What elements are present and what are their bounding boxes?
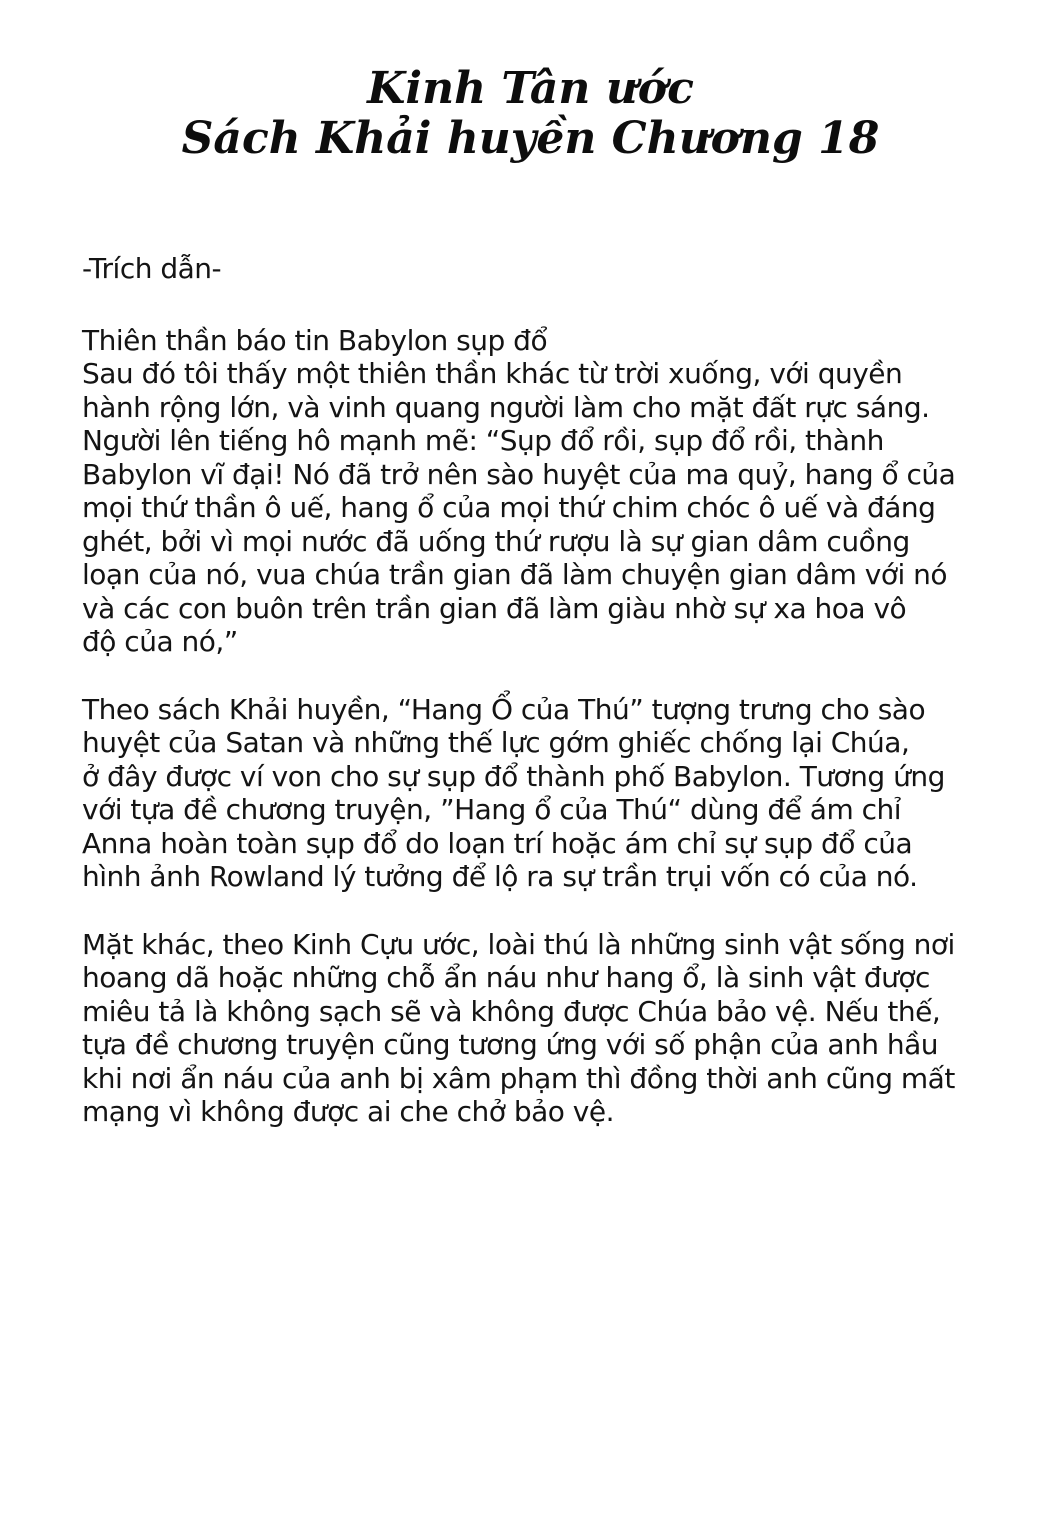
paragraph-commentary-2 <box>82 928 1002 1129</box>
title-line-1: Kinh Tân ước <box>367 63 694 114</box>
text-line: Sau đó tôi thấy một thiên thần khác từ trời xuống, với quyền <box>82 357 903 390</box>
text-line: loạn của nó, vua chúa trần gian đã làm chuyện gian dâm với nó <box>82 558 948 591</box>
page-title <box>0 64 1061 164</box>
quote-label: -Trích dẫn- <box>82 252 222 285</box>
text-line: Mặt khác, theo Kinh Cựu ước, loài thú là những sinh vật sống nơi <box>82 927 955 961</box>
text-line: ghét, bởi vì mọi nước đã uống thứ rượu là sự gian dâm cuồng <box>82 524 910 558</box>
text-line: khi nơi ẩn náu của anh bị xâm phạm thì đồng thời anh cũng mất <box>82 1061 955 1095</box>
text-line: Anna hoàn toàn sụp đổ do loạn trí hoặc ám chỉ sự sụp đổ của <box>82 826 913 860</box>
text-line: độ của nó,” <box>82 625 238 658</box>
text-line: miêu tả là không sạch sẽ và không được Chúa bảo vệ. Nếu thế, <box>82 994 941 1028</box>
text-line: Thiên thần báo tin Babylon sụp đổ <box>82 323 548 357</box>
text-line: Người lên tiếng hô mạnh mẽ: “Sụp đổ rồi, sụp đổ rồi, thành <box>82 424 884 457</box>
text-line: mọi thứ thần ô uế, hang ổ của mọi thứ chim chóc ô uế và đáng <box>82 491 936 524</box>
text-line: mạng vì không được ai che chở bảo vệ. <box>82 1095 614 1128</box>
paragraph-commentary-1 <box>82 693 1002 894</box>
text-line: với tựa đề chương truyện, ”Hang ổ của Thú“ dùng để ám chỉ <box>82 793 902 826</box>
text-line: tựa đề chương truyện cũng tương ứng với số phận của anh hầu <box>82 1028 939 1061</box>
paragraph-quote <box>82 324 1002 659</box>
text-line: Theo sách Khải huyền, “Hang Ổ của Thú” tượng trưng cho sào <box>82 692 926 726</box>
text-line: hình ảnh Rowland lý tưởng để lộ ra sự trần trụi vốn có của nó. <box>82 860 918 893</box>
text-line: huyệt của Satan và những thế lực gớm ghiếc chống lại Chúa, <box>82 726 910 759</box>
text-line: ở đây được ví von cho sự sụp đổ thành phố Babylon. Tương ứng <box>82 759 945 793</box>
text-line: hoang dã hoặc những chỗ ẩn náu như hang ổ, là sinh vật được <box>82 961 930 994</box>
text-line: Babylon vĩ đại! Nó đã trở nên sào huyệt của ma quỷ, hang ổ của <box>82 457 956 491</box>
document-body <box>82 252 1002 1163</box>
title-line-2: Sách Khải huyền Chương 18 <box>181 113 880 164</box>
text-line: hành rộng lớn, và vinh quang người làm cho mặt đất rực sáng. <box>82 390 930 424</box>
text-line: và các con buôn trên trần gian đã làm giàu nhờ sự xa hoa vô <box>82 591 907 625</box>
